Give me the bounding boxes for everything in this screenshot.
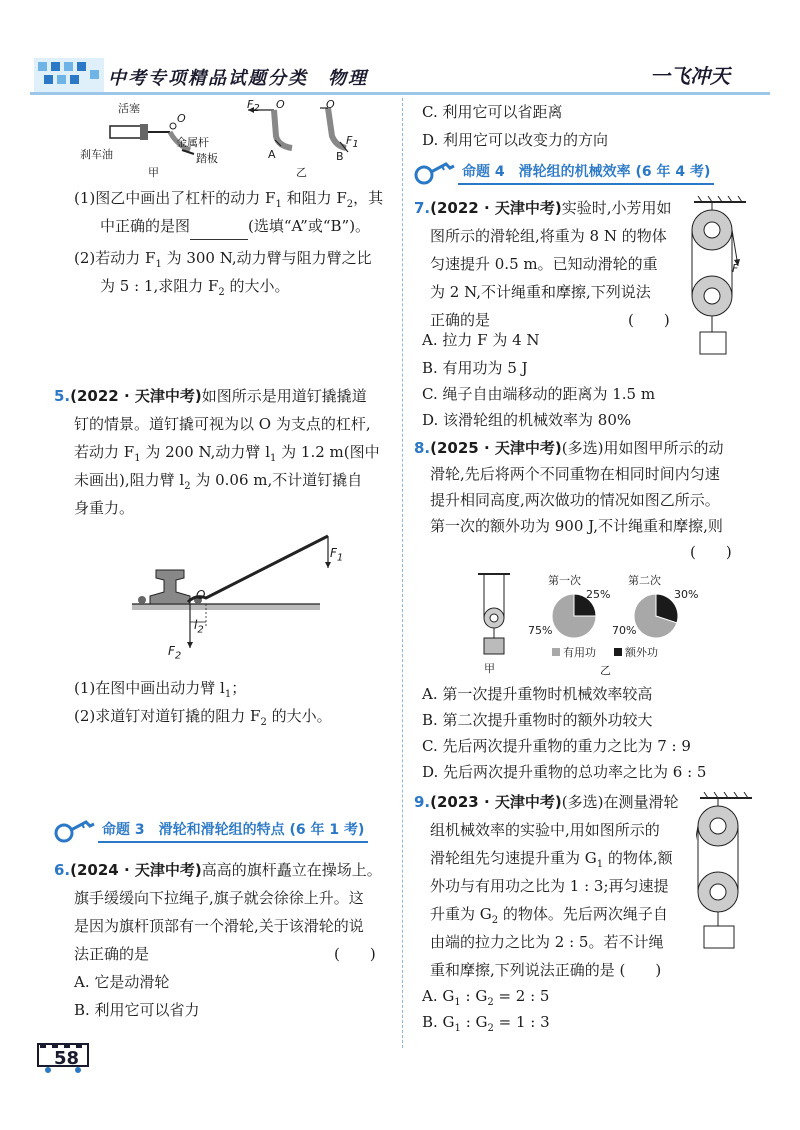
label-f1-b: $F_1$: [346, 134, 359, 151]
label-f-q7: F: [732, 262, 739, 275]
key-icon: [54, 818, 98, 844]
q8-source: (2025 · 天津中考): [430, 439, 562, 457]
label-fig-jia-q8: 甲: [484, 662, 495, 675]
label-piston: 活塞: [118, 102, 140, 115]
pie2-label-useful: 70%: [612, 624, 637, 637]
q7-answer-paren[interactable]: ( ): [628, 311, 670, 329]
q6-option-a[interactable]: A. 它是动滑轮: [74, 973, 170, 991]
q5-line5: 身重力。: [74, 499, 135, 517]
legend-useful: 有用功: [552, 644, 596, 660]
header-divider: [30, 92, 770, 95]
q7-line4: 为 2 N,不计绳重和摩擦,下列说法: [430, 283, 651, 301]
q8-line2: 滑轮,先后将两个不同重物在相同时间内匀速: [430, 465, 720, 483]
q5-part1: (1)在图中画出动力臂 $l_1$；: [74, 679, 247, 700]
topic3-count: (6 年 1 考): [289, 822, 365, 838]
label-f1-crowbar: $F_1$: [330, 546, 344, 564]
header-brand: 一飞冲天: [650, 64, 730, 88]
q6-line1: 6.(2024 · 天津中考)高高的旗杆矗立在操场上。: [54, 861, 382, 879]
q6-source: (2024 · 天津中考): [70, 861, 202, 879]
q7-option-a[interactable]: A. 拉力 F 为 4 N: [422, 331, 540, 349]
q5-part2: (2)求道钉对道钉撬的阻力 $F_2$ 的大小。: [74, 707, 332, 728]
q7-option-d[interactable]: D. 该滑轮组的机械效率为 80%: [422, 411, 632, 429]
pie2-label-extra: 30%: [674, 588, 699, 601]
topic3-label: 命题 3 滑轮和滑轮组的特点: [102, 822, 285, 838]
q9-line6: 由端的拉力之比为 2 : 5。若不计绳: [430, 933, 664, 951]
label-o-jia: O: [177, 112, 186, 125]
q8-line1: 8.(2025 · 天津中考)(多选)用如图甲所示的动: [414, 439, 724, 457]
q4-part1-line2: 中正确的是图 (选填“A”或“B”)。: [100, 212, 370, 240]
label-l2-crowbar: $l_2$: [194, 618, 204, 636]
label-metal-rod: 金属杆: [176, 136, 209, 149]
q9-line7: 重和摩擦,下列说法正确的是 ( ): [430, 961, 662, 979]
q9-line3: 滑轮组先匀速提升重为 $G_1$ 的物体,额: [430, 849, 673, 870]
pie2-title: 第二次: [628, 574, 661, 587]
label-fig-yi: 乙: [296, 166, 307, 179]
label-o-crowbar: O: [196, 588, 206, 602]
q6-option-b[interactable]: B. 利用它可以省力: [74, 1001, 200, 1019]
q5-line3: 若动力 $F_1$ 为 200 N,动力臂 $l_1$ 为 1.2 m(图中: [74, 443, 380, 464]
q6-line4: 法正确的是: [74, 945, 150, 963]
header-title: 中考专项精品试题分类 物理: [108, 68, 368, 89]
label-pedal: 踏板: [196, 152, 218, 165]
q4-part2-line1: (2)若动力 $F_1$ 为 300 N,动力臂与阻力臂之比: [74, 249, 372, 270]
q9-line1: 9.(2023 · 天津中考)(多选)在测量滑轮: [414, 793, 679, 811]
label-f2-crowbar: $F_2$: [168, 644, 182, 662]
header-decoration: [34, 58, 104, 92]
q9-line2: 组机械效率的实验中,用如图所示的: [430, 821, 660, 839]
q9-number: 9.: [414, 793, 431, 811]
topic4-count: (6 年 4 考): [635, 164, 711, 180]
figure-pulley-q9: [696, 792, 756, 952]
q5-number: 5.: [54, 387, 71, 405]
label-o-b: O: [326, 98, 335, 111]
q4-part1-line1: (1)图乙中画出了杠杆的动力 $F_1$ 和阻力 $F_2$，其: [74, 189, 384, 210]
label-fig-yi-q8: 乙: [600, 664, 611, 677]
q8-option-d[interactable]: D. 先后两次提升重物的总功率之比为 6 : 5: [422, 763, 707, 781]
q6-line3: 是因为旗杆顶部有一个滑轮,关于该滑轮的说: [74, 917, 364, 935]
q9-source: (2023 · 天津中考): [430, 793, 562, 811]
q6-number: 6.: [54, 861, 71, 879]
pie1-title: 第一次: [548, 574, 581, 587]
q8-option-b[interactable]: B. 第二次提升重物时的额外功较大: [422, 711, 653, 729]
q5-line1: 5.(2022 · 天津中考)如图所示是用道钉撬撬道: [54, 387, 367, 405]
figure-pulley-q8: [474, 570, 514, 660]
q7-line2: 图所示的滑轮组,将重为 8 N 的物体: [430, 227, 667, 245]
page-number: 58: [54, 1048, 80, 1069]
answer-blank[interactable]: [190, 221, 248, 240]
q7-option-b[interactable]: B. 有用功为 5 J: [422, 359, 528, 377]
q4-part2-line2: 为 5 : 1,求阻力 $F_2$ 的大小。: [100, 277, 290, 298]
legend-extra: 额外功: [614, 644, 658, 660]
figure-pulley-q7: [690, 196, 750, 356]
q6-option-d[interactable]: D. 利用它可以改变力的方向: [422, 131, 609, 149]
q7-line1: 7.(2022 · 天津中考)实验时,小芳用如: [414, 199, 672, 217]
column-divider: [402, 98, 403, 1048]
pie1-label-useful: 75%: [528, 624, 553, 637]
label-o-a: O: [276, 98, 285, 111]
label-brake-oil: 刹车油: [80, 148, 113, 161]
key-icon: [414, 160, 458, 186]
q6-answer-paren[interactable]: ( ): [334, 945, 376, 963]
q9-option-b[interactable]: B. $G_1$ : $G_2 = 1$ : 3: [422, 1013, 550, 1034]
q7-source: (2022 · 天津中考): [430, 199, 562, 217]
q9-line4: 外功与有用功之比为 1 : 3;再匀速提: [430, 877, 669, 895]
label-b: B: [336, 150, 344, 163]
topic3-heading: [54, 818, 368, 844]
q8-line3: 提升相同高度,两次做功的情况如图乙所示。: [430, 491, 720, 509]
pie1-label-extra: 25%: [586, 588, 611, 601]
q8-number: 8.: [414, 439, 431, 457]
q7-option-c[interactable]: C. 绳子自由端移动的距离为 1.5 m: [422, 385, 656, 403]
q7-line5: 正确的是: [430, 311, 491, 329]
q8-option-c[interactable]: C. 先后两次提升重物的重力之比为 7 : 9: [422, 737, 691, 755]
q8-line4: 第一次的额外功为 900 J,不计绳重和摩擦,则: [430, 517, 723, 535]
label-f2-a: $F_2$: [247, 98, 260, 115]
label-fig-jia: 甲: [148, 166, 159, 179]
q7-number: 7.: [414, 199, 431, 217]
q5-line4: 未画出),阻力臂 $l_2$ 为 0.06 m,不计道钉撬自: [74, 471, 363, 492]
q9-line5: 升重为 $G_2$ 的物体。先后两次绳子自: [430, 905, 668, 926]
q6-option-c[interactable]: C. 利用它可以省距离: [422, 103, 563, 121]
q5-source: (2022 · 天津中考): [70, 387, 202, 405]
figure-crowbar: [128, 522, 388, 662]
topic4-label: 命题 4 滑轮组的机械效率: [462, 164, 631, 180]
q9-option-a[interactable]: A. $G_1$ : $G_2 = 2$ : 5: [422, 987, 550, 1008]
q8-answer-paren[interactable]: ( ): [690, 543, 732, 561]
label-a: A: [268, 148, 276, 161]
q7-line3: 匀速提升 0.5 m。已知动滑轮的重: [430, 255, 658, 273]
q6-line2: 旗手缓缓向下拉绳子,旗子就会徐徐上升。这: [74, 889, 364, 907]
topic4-heading: [414, 160, 714, 186]
q5-line2: 钉的情景。道钉撬可视为以 O 为支点的杠杆,: [74, 415, 371, 433]
q8-option-a[interactable]: A. 第一次提升重物时机械效率较高: [422, 685, 653, 703]
